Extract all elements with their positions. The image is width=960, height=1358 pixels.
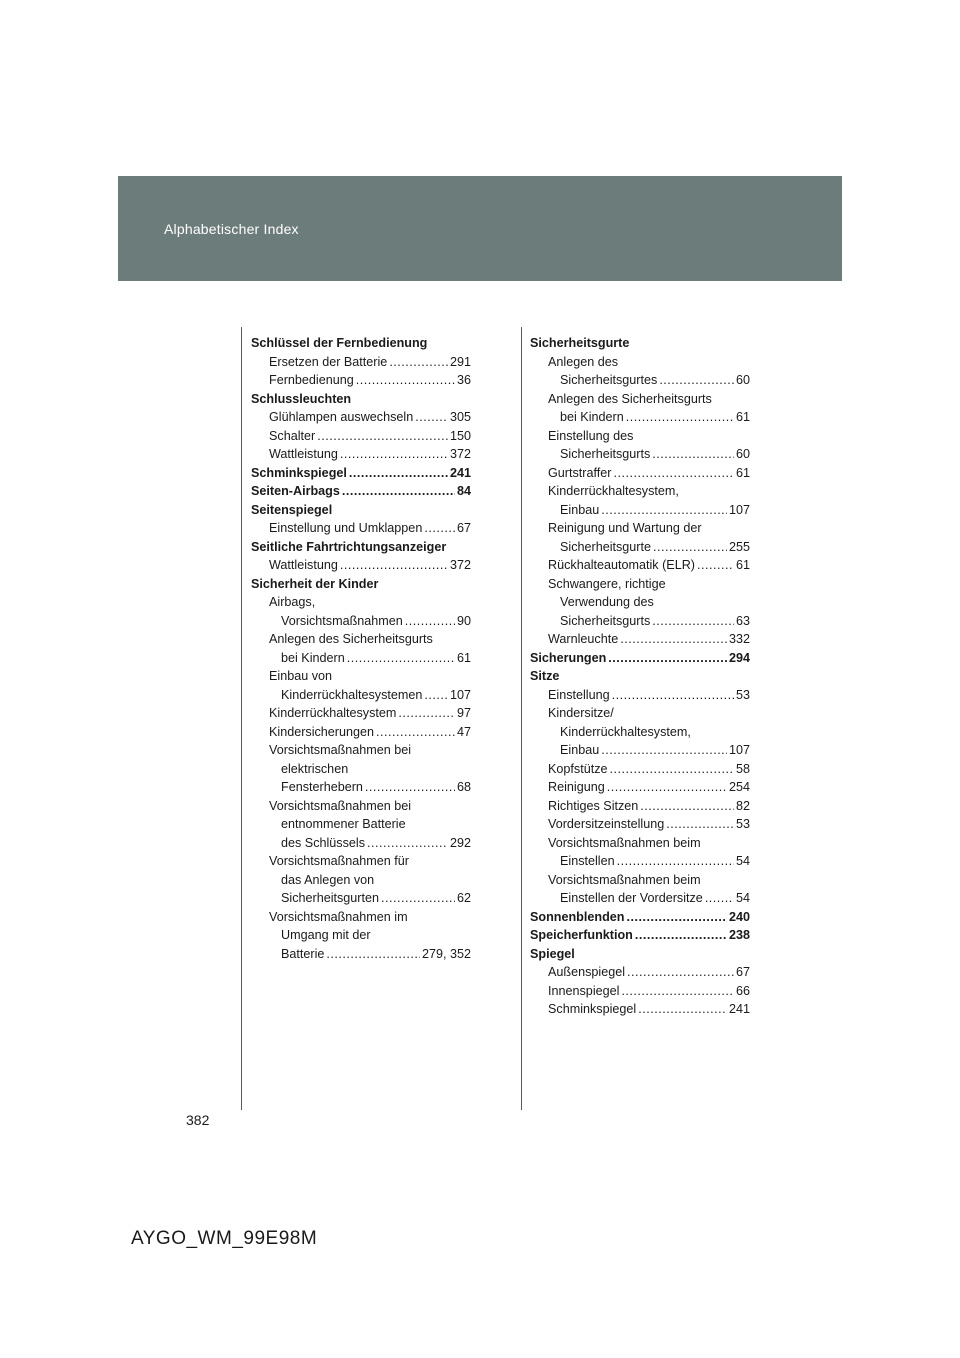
index-entry-page: 61 — [735, 558, 750, 572]
index-entry-text: Speicherfunktion — [530, 928, 633, 942]
index-entry-page: 90 — [456, 613, 471, 628]
index-entry — [530, 501, 750, 520]
index-entry-text: bei Kindern — [281, 650, 345, 665]
index-entry-text: Kindersicherungen — [269, 724, 375, 739]
index-entry: Seitenspiegel — [251, 502, 333, 517]
dot-leader — [342, 482, 455, 501]
index-entry: Vorsichtsmaßnahmen im — [269, 909, 408, 924]
index-entry — [251, 427, 471, 446]
index-entry — [530, 889, 750, 908]
index-entry — [251, 482, 471, 501]
index-entry-page: 53 — [735, 687, 750, 702]
index-entry-page: 84 — [456, 484, 471, 498]
index-entry-page: 241 — [728, 1002, 750, 1016]
index-entry — [251, 945, 471, 964]
index-entry-text: Kinderrückhaltesystem — [269, 706, 397, 720]
dot-leader — [635, 926, 727, 945]
index-entry-page: 240 — [728, 909, 750, 924]
dot-leader — [365, 778, 455, 797]
dot-leader — [697, 556, 734, 575]
index-entry-page: 54 — [735, 891, 750, 905]
page-title: Alphabetischer Index — [164, 221, 299, 237]
index-entry: Schlussleuchten — [251, 391, 352, 406]
dot-leader — [340, 445, 448, 464]
dot-leader — [617, 852, 734, 871]
dot-leader — [638, 1000, 727, 1019]
index-entry: Kinderrückhaltesystem, — [548, 484, 679, 498]
index-entry: Vorsichtsmaßnahmen bei — [269, 798, 412, 813]
index-entry: Verwendung des — [560, 595, 654, 609]
index-entry: Schwangere, richtige — [548, 576, 666, 591]
index-entry: Schlüssel der Fernbedienung — [251, 336, 428, 350]
index-entry — [251, 556, 471, 575]
index-entry — [530, 852, 750, 871]
document-code: AYGO_WM_99E98M — [131, 1228, 318, 1249]
index-entry-page: 82 — [735, 798, 750, 813]
index-entry — [530, 760, 750, 779]
index-entry — [251, 704, 471, 723]
index-entry-page: 67 — [735, 965, 750, 979]
index-entry-page: 305 — [449, 410, 471, 424]
index-entry-page: 332 — [728, 632, 750, 646]
index-entry-text: Glühlampen auswechseln — [269, 410, 414, 424]
index-entry-text: Schalter — [269, 428, 316, 443]
index-entry: Airbags, — [269, 595, 316, 609]
dot-leader — [659, 371, 734, 390]
index-entry-text: Wattleistung — [269, 447, 338, 461]
index-entry-page: 254 — [728, 780, 750, 794]
index-entry — [530, 445, 750, 464]
index-entry: Sitze — [530, 669, 560, 683]
dot-leader — [367, 834, 448, 853]
index-entry: das Anlegen von — [281, 872, 375, 887]
header-band — [118, 176, 842, 281]
index-entry — [251, 834, 471, 853]
index-entry-page: 61 — [456, 650, 471, 665]
index-entry: Kinderrückhaltesystem, — [560, 724, 691, 739]
dot-leader — [621, 982, 734, 1001]
dot-leader — [640, 797, 734, 816]
dot-leader — [652, 445, 734, 464]
index-entry: Einbau von — [269, 669, 333, 683]
index-entry-page: 60 — [735, 447, 750, 461]
index-entry — [530, 926, 750, 945]
index-entry-page: 58 — [735, 761, 750, 776]
index-entry — [530, 538, 750, 557]
index-entry — [530, 797, 750, 816]
index-entry: entnommener Batterie — [281, 817, 406, 831]
index-entry-page: 61 — [735, 465, 750, 480]
index-entry-page: 107 — [449, 687, 471, 702]
index-entry: Kindersitze/ — [548, 706, 614, 720]
index-entry — [251, 649, 471, 668]
index-entry — [251, 408, 471, 427]
dot-leader — [613, 464, 734, 483]
index-entry-page: 292 — [449, 835, 471, 850]
index-entry — [530, 464, 750, 483]
index-entry-text: Sonnenblenden — [530, 909, 625, 924]
index-entry-text: Vorsichtsmaßnahmen — [281, 613, 403, 628]
index-entry-text: Einstellen der Vordersitze — [560, 891, 703, 905]
column-divider-right — [521, 327, 522, 1110]
index-entry-page: 241 — [449, 465, 471, 480]
index-entry-text: Fensterhebern — [281, 780, 363, 794]
index-entry-text: Innenspiegel — [548, 983, 620, 998]
dot-leader — [381, 889, 455, 908]
index-entry-text: Sicherheitsgurten — [281, 891, 380, 905]
index-entry-text: Seiten-Airbags — [251, 484, 340, 498]
index-entry: Spiegel — [530, 946, 575, 961]
index-entry-text: Warnleuchte — [548, 632, 619, 646]
dot-leader — [389, 353, 448, 372]
index-entry-page: 47 — [456, 724, 471, 739]
index-entry — [530, 556, 750, 575]
index-entry-page: 150 — [449, 428, 471, 443]
index-entry — [251, 889, 471, 908]
index-entry-page: 63 — [735, 613, 750, 628]
dot-leader — [626, 408, 734, 427]
index-entry — [251, 464, 471, 483]
index-entry — [530, 741, 750, 760]
index-entry-text: Fernbedienung — [269, 373, 354, 387]
index-entry — [251, 445, 471, 464]
dot-leader — [601, 501, 727, 520]
index-entry — [530, 612, 750, 631]
index-entry-text: Einbau — [560, 502, 600, 517]
index-entry-text: Sicherheitsgurte — [560, 539, 652, 554]
index-entry-text: Rückhalteautomatik (ELR) — [548, 558, 695, 572]
index-entry-text: des Schlüssels — [281, 835, 365, 850]
index-entry — [530, 630, 750, 649]
dot-leader — [653, 538, 727, 557]
index-entry — [251, 371, 471, 390]
index-entry-text: Schminkspiegel — [548, 1002, 637, 1016]
index-entry — [530, 982, 750, 1001]
index-entry — [251, 686, 471, 705]
index-entry — [530, 686, 750, 705]
index-entry: Sicherheitsgurte — [530, 336, 630, 350]
dot-leader — [424, 686, 448, 705]
index-entry-text: Kinderrückhaltesystemen — [281, 687, 423, 702]
index-entry — [251, 519, 471, 538]
index-entry — [530, 908, 750, 927]
dot-leader — [610, 760, 734, 779]
index-entry: Einstellung des — [548, 428, 634, 443]
index-entry: Vorsichtsmaßnahmen beim — [548, 835, 701, 850]
index-entry-page: 372 — [449, 447, 471, 461]
index-entry-page: 279, 352 — [421, 946, 471, 961]
index-entry-text: bei Kindern — [560, 410, 624, 424]
index-entry-page: 54 — [735, 854, 750, 868]
index-entry — [530, 778, 750, 797]
index-entry-text: Reinigung — [548, 780, 605, 794]
index-entry-page: 107 — [728, 743, 750, 757]
index-entry-text: Sicherheitsgurts — [560, 613, 651, 628]
index-entry — [251, 353, 471, 372]
index-entry — [251, 612, 471, 631]
dot-leader — [424, 519, 455, 538]
index-entry: Reinigung und Wartung der — [548, 521, 702, 535]
index-entry: elektrischen — [281, 761, 349, 776]
dot-leader — [415, 408, 448, 427]
index-entry-text: Vordersitzeinstellung — [548, 817, 665, 831]
dot-leader — [347, 649, 455, 668]
index-entry-page: 53 — [735, 817, 750, 831]
index-entry — [530, 408, 750, 427]
index-entry-text: Schminkspiegel — [251, 465, 347, 480]
index-entry-text: Sicherungen — [530, 650, 607, 665]
index-entry-page: 255 — [728, 539, 750, 554]
dot-leader — [356, 371, 455, 390]
page-number: 382 — [186, 1112, 210, 1128]
dot-leader — [608, 649, 727, 668]
index-entry-text: Sicherheitsgurtes — [560, 373, 658, 387]
index-entry: Anlegen des Sicherheitsgurts — [269, 632, 433, 646]
index-entry-page: 68 — [456, 780, 471, 794]
index-entry-page: 372 — [449, 558, 471, 572]
dot-leader — [652, 612, 734, 631]
index-entry: Vorsichtsmaßnahmen beim — [548, 872, 701, 887]
index-entry-text: Einbau — [560, 743, 600, 757]
index-column-right — [530, 334, 750, 1019]
index-entry-text: Kopfstütze — [548, 761, 608, 776]
dot-leader — [620, 630, 727, 649]
index-entry: Anlegen des Sicherheitsgurts — [548, 391, 712, 406]
index-entry-text: Gurtstraffer — [548, 465, 612, 480]
index-entry — [530, 963, 750, 982]
index-entry-page: 107 — [728, 502, 750, 517]
dot-leader — [601, 741, 727, 760]
index-entry-text: Einstellen — [560, 854, 615, 868]
index-entry — [530, 815, 750, 834]
index-entry-text: Einstellung — [548, 687, 610, 702]
dot-leader — [349, 464, 448, 483]
index-entry: Vorsichtsmaßnahmen bei — [269, 743, 412, 757]
index-entry — [530, 371, 750, 390]
dot-leader — [666, 815, 734, 834]
dot-leader — [626, 908, 727, 927]
dot-leader — [705, 889, 734, 908]
index-entry-text: Batterie — [281, 946, 325, 961]
index-entry: Anlegen des — [548, 354, 619, 369]
index-entry: Sicherheit der Kinder — [251, 576, 379, 591]
dot-leader — [405, 612, 455, 631]
dot-leader — [340, 556, 448, 575]
index-entry-text: Sicherheitsgurts — [560, 447, 651, 461]
dot-leader — [398, 704, 455, 723]
dot-leader — [627, 963, 734, 982]
index-entry-text: Einstellung und Umklappen — [269, 521, 423, 535]
index-entry — [251, 723, 471, 742]
index-entry: Umgang mit der — [281, 928, 371, 942]
index-entry-page: 238 — [728, 928, 750, 942]
index-entry-page: 62 — [456, 891, 471, 905]
dot-leader — [612, 686, 734, 705]
index-entry-page: 294 — [728, 650, 750, 665]
index-entry-page: 97 — [456, 706, 471, 720]
index-entry-text: Richtiges Sitzen — [548, 798, 639, 813]
index-entry-text: Ersetzen der Batterie — [269, 354, 388, 369]
index-entry-text: Wattleistung — [269, 558, 338, 572]
index-entry-page: 291 — [449, 354, 471, 369]
index-entry-page: 36 — [456, 373, 471, 387]
index-entry-page: 67 — [456, 521, 471, 535]
index-entry — [251, 778, 471, 797]
dot-leader — [326, 945, 420, 964]
index-entry — [530, 649, 750, 668]
dot-leader — [317, 427, 448, 446]
index-entry-page: 60 — [735, 373, 750, 387]
column-divider-left — [241, 327, 242, 1110]
index-entry-page: 66 — [735, 983, 750, 998]
dot-leader — [376, 723, 455, 742]
index-entry — [530, 1000, 750, 1019]
index-column-left — [251, 334, 471, 963]
index-entry-text: Außenspiegel — [548, 965, 626, 979]
index-entry: Vorsichtsmaßnahmen für — [269, 854, 409, 868]
dot-leader — [607, 778, 727, 797]
index-entry-page: 61 — [735, 410, 750, 424]
index-entry: Seitliche Fahrtrichtungsanzeiger — [251, 539, 447, 554]
